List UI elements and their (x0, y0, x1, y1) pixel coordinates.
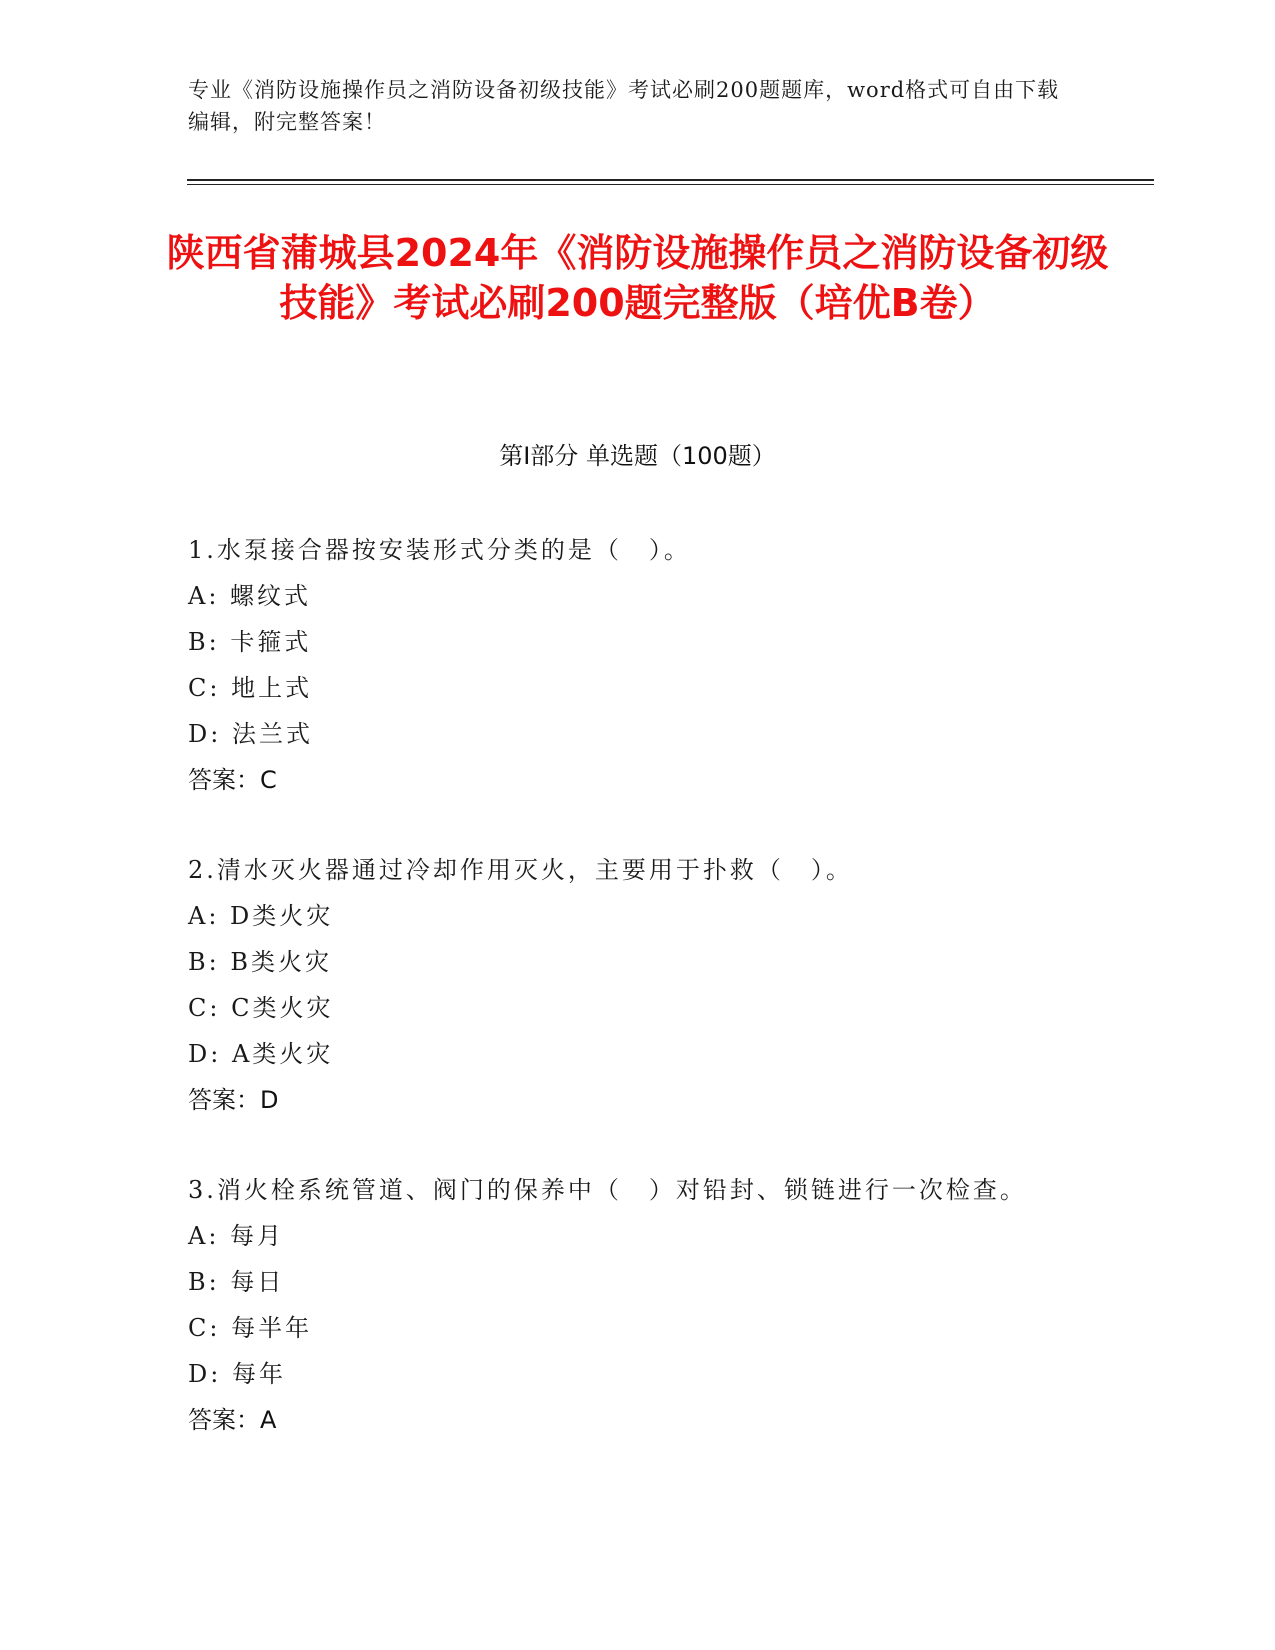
answer: 答案：C (188, 766, 277, 794)
option-b: B: 每日 (188, 1268, 285, 1296)
option-c: C: 地上式 (188, 674, 313, 702)
option-d: D: 法兰式 (188, 720, 313, 748)
option-a: A: 每月 (188, 1222, 285, 1250)
option-c: C: 每半年 (188, 1314, 313, 1342)
header-note: 专业《消防设施操作员之消防设备初级技能》考试必刷200题题库，word格式可自由下载编辑，附完整答案！ (188, 78, 1060, 134)
answer: 答案：D (188, 1086, 279, 1114)
question-list (188, 527, 1068, 1487)
header-divider-thin (187, 184, 1154, 185)
question-2 (188, 847, 1068, 1123)
option-b: B: B类火灾 (188, 948, 332, 976)
option-a: A: D类火灾 (188, 902, 334, 930)
option-b: B: 卡箍式 (188, 628, 312, 656)
document-title: 陕西省蒲城县2024年《消防设施操作员之消防设备初级技能》考试必刷200题完整版（培优B卷） (166, 231, 1109, 325)
option-c: C: C类火灾 (188, 994, 334, 1022)
question-stem: 2.清水灭火器通过冷却作用灭火，主要用于扑救（ ）。 (188, 856, 853, 884)
option-d: D: A类火灾 (188, 1040, 334, 1068)
section-title: 第Ⅰ部分 单选题（100题） (499, 442, 776, 470)
option-a: A: 螺纹式 (188, 582, 312, 610)
question-stem: 3.消火栓系统管道、阀门的保养中（ ）对铅封、锁链进行一次检查。 (188, 1176, 1027, 1204)
answer: 答案：A (188, 1406, 277, 1434)
question-1 (188, 527, 1068, 803)
header-divider-thick (187, 179, 1154, 181)
question-3 (188, 1167, 1068, 1443)
question-stem: 1.水泵接合器按安装形式分类的是（ ）。 (188, 536, 691, 564)
option-d: D: 每年 (188, 1360, 286, 1388)
